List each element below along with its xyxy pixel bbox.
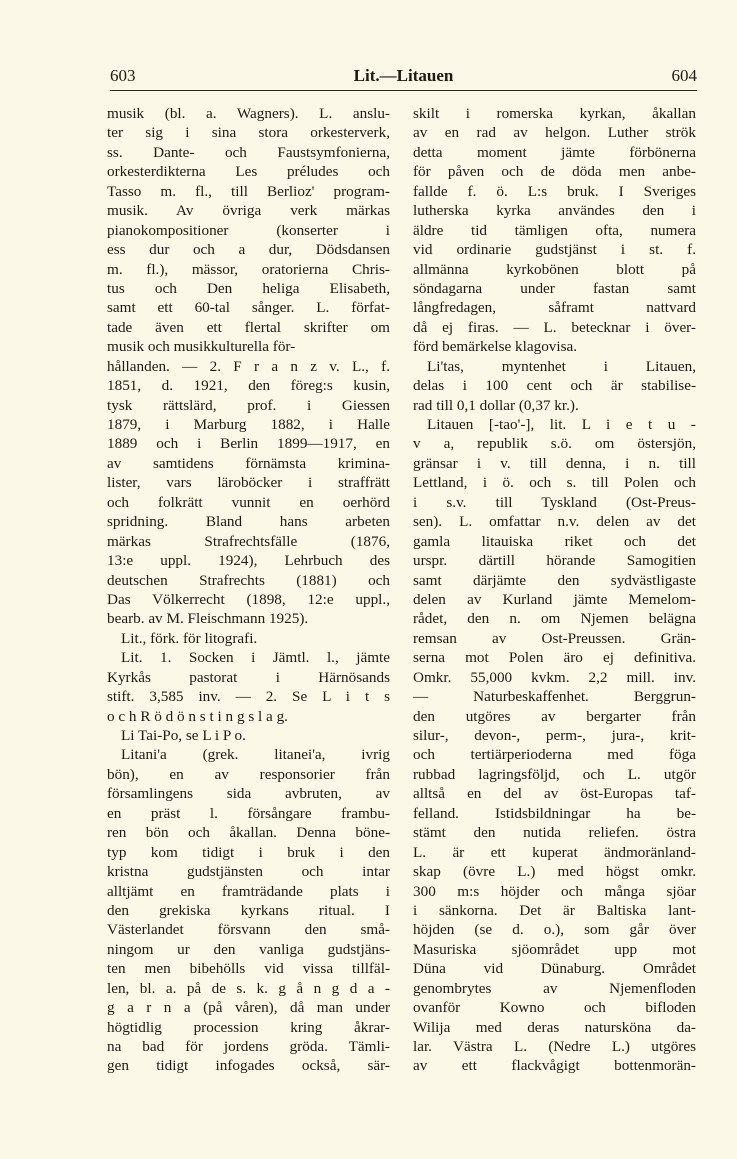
text-line: ovanför Kowno och bifloden: [413, 999, 696, 1017]
text-line: allmänna kyrkobönen blott på: [413, 260, 696, 278]
text-line: tysk rättslärd, prof. i Giessen: [107, 396, 390, 414]
text-line: märkas Strafrechtsfälle (1876,: [107, 532, 390, 550]
text-line: Tasso m. fl., till Berlioz' program-: [107, 182, 390, 200]
text-line: stift. 3,585 inv. — 2. Se L i t s: [107, 688, 390, 706]
text-line: kristna gudstjänsten och intar: [107, 863, 390, 881]
text-line: förd bemärkelse klagovisa.: [413, 338, 578, 356]
text-line: den grekiska kyrkans ritual. I: [107, 901, 390, 919]
text-line: len, bl. a. på de s. k. g å n g d a -: [107, 979, 390, 997]
text-line: delas i 100 cent och är stabilise-: [413, 377, 696, 395]
text-line: o c h R ö d ö n s t i n g s l a g.: [107, 707, 288, 725]
text-line: sen). L. omfattar n.v. delen av det: [413, 513, 696, 531]
text-line: i sänkorna. Det är Baltiska lant-: [413, 901, 696, 919]
text-line: skilt i romerska kyrkan, åkallan: [413, 105, 696, 122]
text-line: ter sig i sina stora orkesterverk,: [107, 124, 390, 142]
text-line: Li'tas, myntenhet i Litauen,: [427, 357, 696, 375]
text-line: felland. Istidsbildningar ha be-: [413, 804, 696, 822]
text-line: orkesterdikterna Les préludes och: [107, 163, 390, 181]
text-line: typ kom tidigt i bruk i den: [107, 843, 390, 861]
text-line: samt ett 60-tal sånger. L. förfat-: [107, 299, 390, 317]
text-line: långfredagen, såframt nattvard: [413, 299, 696, 317]
text-line: Masuriska sjöområdet upp mot: [413, 940, 696, 958]
text-line: och folkrätt vunnit en oerhörd: [107, 493, 390, 511]
text-line: i s.v. till Tyskland (Ost-Preus-: [413, 493, 696, 511]
text-line: 13:e uppl. 1924), Lehrbuch des: [107, 552, 390, 570]
text-line: Wilija med deras natursköna da-: [413, 1018, 696, 1036]
text-line: Lit. 1. Socken i Jämtl. l., jämte: [121, 649, 390, 667]
text-line: urspr. därtill hörande Samogitien: [413, 552, 696, 570]
text-line: 300 m:s höjder och många sjöar: [413, 882, 696, 900]
running-title: Lit.—Litauen: [353, 66, 454, 85]
text-line: skap (övre L.) med högst omkr.: [413, 863, 696, 881]
text-line: av en rad av helgon. Luther strök: [413, 124, 696, 142]
text-line: och tertiärperioderna med föga: [413, 746, 696, 764]
text-line: en präst l. försångare frambu-: [107, 804, 390, 822]
text-line: ess dur och a dur, Dödsdansen: [107, 241, 390, 259]
text-line: rubbad lagringsföljd, och L. utgör: [413, 765, 696, 783]
text-line: av samtidens förnämsta krimina-: [107, 454, 390, 472]
text-line: alltjämt en framträdande plats i: [107, 882, 390, 900]
text-line: spridning. Bland hans arbeten: [107, 513, 390, 531]
text-line: lister, vars läroböcker i straffrätt: [107, 474, 390, 492]
text-line: för påven och de döda men anbe-: [413, 163, 696, 181]
text-line: ss. Dante- och Faustsymfonierna,: [107, 143, 390, 161]
text-line: höjden (se d. o.), som går över: [413, 921, 696, 939]
text-line: församlingens sida avbruten, av: [107, 785, 390, 803]
text-line: Das Völkerrecht (1898, 12:e uppl.,: [107, 590, 390, 608]
left-column: [107, 104, 390, 1076]
text-line: rad till 0,1 dollar (0,37 kr.).: [413, 396, 579, 414]
text-line: silur-, devon-, perm-, jura-, krit-: [413, 727, 696, 744]
text-line: g a r n a (på våren), då man under: [107, 999, 390, 1017]
text-line: remsan av Ost-Preussen. Grän-: [413, 629, 696, 647]
text-line: Västerlandet försvann den små-: [107, 921, 390, 939]
text-line: 1879, i Marburg 1882, i Halle: [107, 416, 390, 433]
text-line: samt därjämte den sydvästligaste: [413, 571, 696, 589]
text-line: 1889 och i Berlin 1899—1917, en: [107, 435, 390, 453]
text-line: gen tidigt infogades också, sär-: [107, 1057, 390, 1075]
text-line: tus och Den heliga Elisabeth,: [107, 279, 390, 297]
text-line: — Naturbeskaffenhet. Berggrun-: [413, 688, 696, 706]
text-line: Lettland, i ö. och s. till Polen och: [413, 474, 696, 492]
text-line: delen av Kurland jämte Memelom-: [413, 590, 696, 608]
text-line: stämt den nutida reliefen. östra: [413, 824, 696, 842]
text-line: lar. Västra L. (Nedre L.) utgöres: [413, 1038, 696, 1055]
text-line: musik (bl. a. Wagners). L. anslu-: [107, 105, 390, 122]
text-line: gamla litauiska riket och det: [413, 532, 696, 550]
text-line: äldre tid tämligen ofta, numera: [413, 221, 696, 239]
text-line: Li Tai-Po, se L i P o.: [121, 727, 246, 744]
text-line: alltså en del av öst-Europas taf-: [413, 785, 696, 803]
text-line: gränsar i v. till denna, i n. till: [413, 454, 696, 472]
text-line: L. är ett kuperat ändmoränland-: [413, 843, 696, 861]
text-line: den utgöres av bergarter från: [413, 707, 696, 725]
text-line: deutschen Strafrechts (1881) och: [107, 571, 390, 589]
text-line: av ett flackvågigt bottenmorän-: [413, 1057, 696, 1075]
text-line: m. fl.), mässor, oratorierna Chris-: [107, 260, 390, 278]
text-line: hållanden. — 2. F r a n z v. L., f.: [107, 357, 390, 375]
text-line: högtidlig procession kring åkrar-: [107, 1018, 390, 1036]
text-line: tade även ett flertal skrifter om: [107, 318, 390, 336]
text-line: bearb. av M. Fleischmann 1925).: [107, 610, 309, 628]
text-line: Lit., förk. för litografi.: [121, 629, 258, 647]
text-line: genombrytes av Njemenfloden: [413, 979, 696, 997]
text-line: musik och musikkulturella för-: [107, 338, 296, 356]
text-line: Litani'a (grek. litanei'a, ivrig: [121, 746, 390, 764]
text-line: ten men bibehölls vid vissa tillfäl-: [107, 960, 390, 978]
text-line: na bad för jordens gröda. Tämli-: [107, 1038, 390, 1055]
text-line: lutherska kyrka användes den i: [413, 202, 696, 220]
page-header: [110, 64, 697, 91]
text-line: ren bön och åkallan. Denna böne-: [107, 824, 390, 842]
text-line: ningom ur den vanliga gudstjäns-: [107, 940, 390, 958]
text-line: musik. Av övriga verk märkas: [107, 202, 390, 220]
right-column: [413, 104, 696, 1076]
text-line: vid ordinarie gudstjänst i st. f.: [413, 241, 696, 259]
text-line: då ej firas. — L. betecknar i över-: [413, 318, 696, 336]
text-line: Litauen [-tao'-], lit. L i e t u -: [427, 416, 696, 433]
text-line: Omkr. 55,000 kvkm. 2,2 mill. inv.: [413, 668, 696, 686]
text-line: söndagarna under fastan samt: [413, 279, 696, 297]
text-line: Düna vid Dünaburg. Området: [413, 960, 696, 978]
text-line: fallde f. ö. L:s bruk. I Sveriges: [413, 182, 696, 200]
text-line: pianokompositioner (konserter i: [107, 221, 390, 239]
page-number-left: 603: [110, 66, 136, 85]
page-number-right: 604: [671, 66, 697, 85]
text-line: 1851, d. 1921, den föreg:s kusin,: [107, 377, 390, 395]
text-line: bön), en av responsorier från: [107, 765, 390, 783]
text-line: v a, republik s.ö. om östersjön,: [413, 435, 696, 453]
text-line: Kyrkås pastorat i Härnösands: [107, 668, 390, 686]
text-line: rådet, den n. om Njemen belägna: [413, 610, 696, 628]
text-line: detta moment jämte förbönerna: [413, 143, 696, 161]
text-line: serna mot Polen äro ej definitiva.: [413, 649, 696, 667]
